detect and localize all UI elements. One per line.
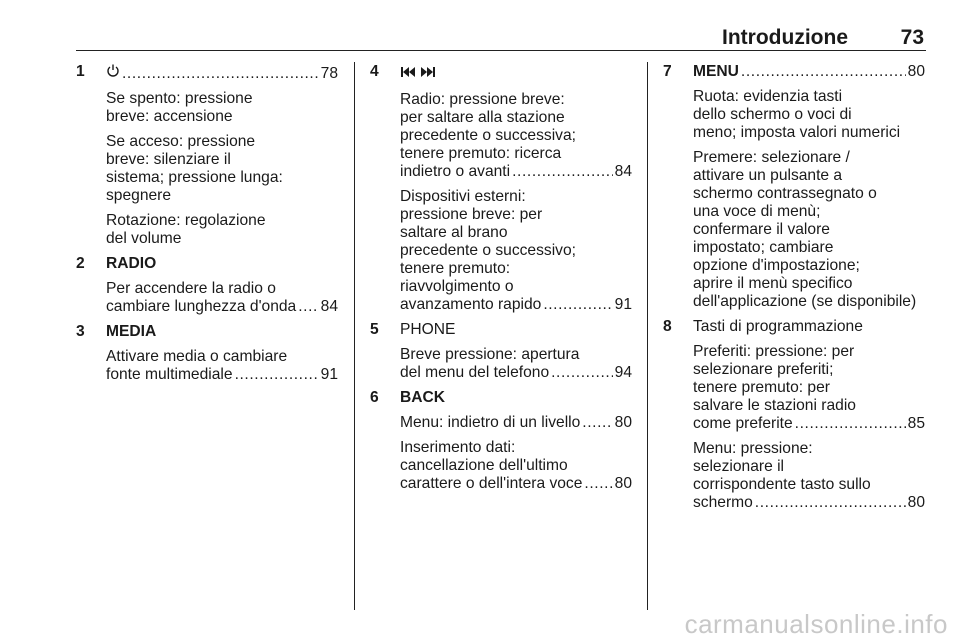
page-ref: 80: [907, 494, 925, 511]
column-2: [370, 63, 632, 500]
entry-title: PHONE: [400, 321, 456, 338]
entry-number: 2: [76, 255, 85, 272]
paragraph: Breve pressione: apertura del menu del telefono ..... 94: [370, 346, 632, 382]
entry-number: 5: [370, 321, 379, 338]
entry-1-heading: [76, 63, 338, 83]
entry-title: MENU: [693, 63, 739, 80]
paragraph: Dispositivi esterni: pressione breve: per saltare al brano precedente o successivo; tenere premuto: riavvolgimento o avanzamento rapido ..... 91: [370, 188, 632, 314]
entry-number: 3: [76, 323, 85, 340]
paragraph: Se spento: pressione breve: accensione: [106, 90, 253, 125]
entry-number: 1: [76, 63, 85, 80]
watermark: carmanualsonline.info: [684, 609, 948, 639]
paragraph: Premere: selezionare / attivare un pulsante a schermo contrassegnato o una voce di menù; confermare il valore impostato; cambiare opzione d'impostazione; aprire il menù specifico dell'applicazione (se disponibile): [693, 149, 917, 310]
page-ref: 84: [320, 298, 338, 315]
column-divider: [354, 62, 355, 610]
entry-number: 4: [370, 63, 379, 80]
paragraph: Attivare media o cambiare fonte multimediale ..... 91: [76, 348, 338, 384]
paragraph: Ruota: evidenzia tasti dello schermo o voci di meno; imposta valori numerici: [693, 88, 901, 141]
paragraph: Rotazione: regolazione del volume: [106, 212, 266, 247]
paragraph: Preferiti: pressione: per selezionare preferiti; tenere premuto: per salvare le stazioni radio come preferite ..... 85: [663, 343, 925, 433]
column-divider: [647, 62, 648, 610]
entry-number: 7: [663, 63, 672, 80]
entry-3-heading: [76, 323, 338, 341]
entry-7-heading: [663, 63, 925, 81]
page-header: [76, 26, 926, 51]
page-ref: 85: [907, 415, 925, 432]
entry-number: 6: [370, 389, 379, 406]
entry-title: MEDIA: [106, 323, 157, 340]
page-ref: 91: [614, 296, 632, 313]
paragraph: Radio: pressione breve: per saltare alla stazione precedente o successiva; tenere premuto: ricerca indietro o avanti ..... 84: [370, 91, 632, 181]
paragraph: Menu: indietro di un livello ..... 80: [370, 414, 632, 432]
paragraph: Menu: pressione: selezionare il corrispondente tasto sullo schermo ..... 80: [663, 440, 925, 512]
entry-5-heading: [370, 321, 632, 339]
entry-6-heading: [370, 389, 632, 407]
entry-title: Tasti di programmazione: [693, 318, 863, 335]
entry-4-heading: [370, 63, 632, 84]
page-ref: 91: [320, 366, 338, 383]
paragraph: Per accendere la radio o cambiare lunghezza d'onda ..... 84: [76, 280, 338, 316]
paragraph: Se acceso: pressione breve: silenziare il sistema; pressione lunga: spegnere: [106, 133, 283, 204]
skip-forward-icon: [420, 65, 436, 84]
entry-8-heading: [663, 318, 925, 336]
page-ref: 84: [614, 163, 632, 180]
page-ref: 78: [320, 65, 338, 82]
entry-number: 8: [663, 318, 672, 335]
section-title: Introduzione: [722, 26, 848, 49]
page-ref: 94: [614, 364, 632, 381]
entry-2-heading: [76, 255, 338, 273]
power-icon: [106, 63, 120, 83]
page-ref: 80: [907, 63, 925, 80]
page-ref: 80: [614, 414, 632, 431]
entry-title: RADIO: [106, 255, 157, 272]
column-1: [76, 63, 338, 391]
page-ref: 80: [614, 475, 632, 492]
entry-title: BACK: [400, 389, 446, 406]
page-number: 73: [900, 26, 924, 49]
column-3: [663, 63, 925, 519]
paragraph: Inserimento dati: cancellazione dell'ultimo carattere o dell'intera voce ..... 80: [370, 439, 632, 493]
skip-back-icon: [400, 65, 416, 84]
